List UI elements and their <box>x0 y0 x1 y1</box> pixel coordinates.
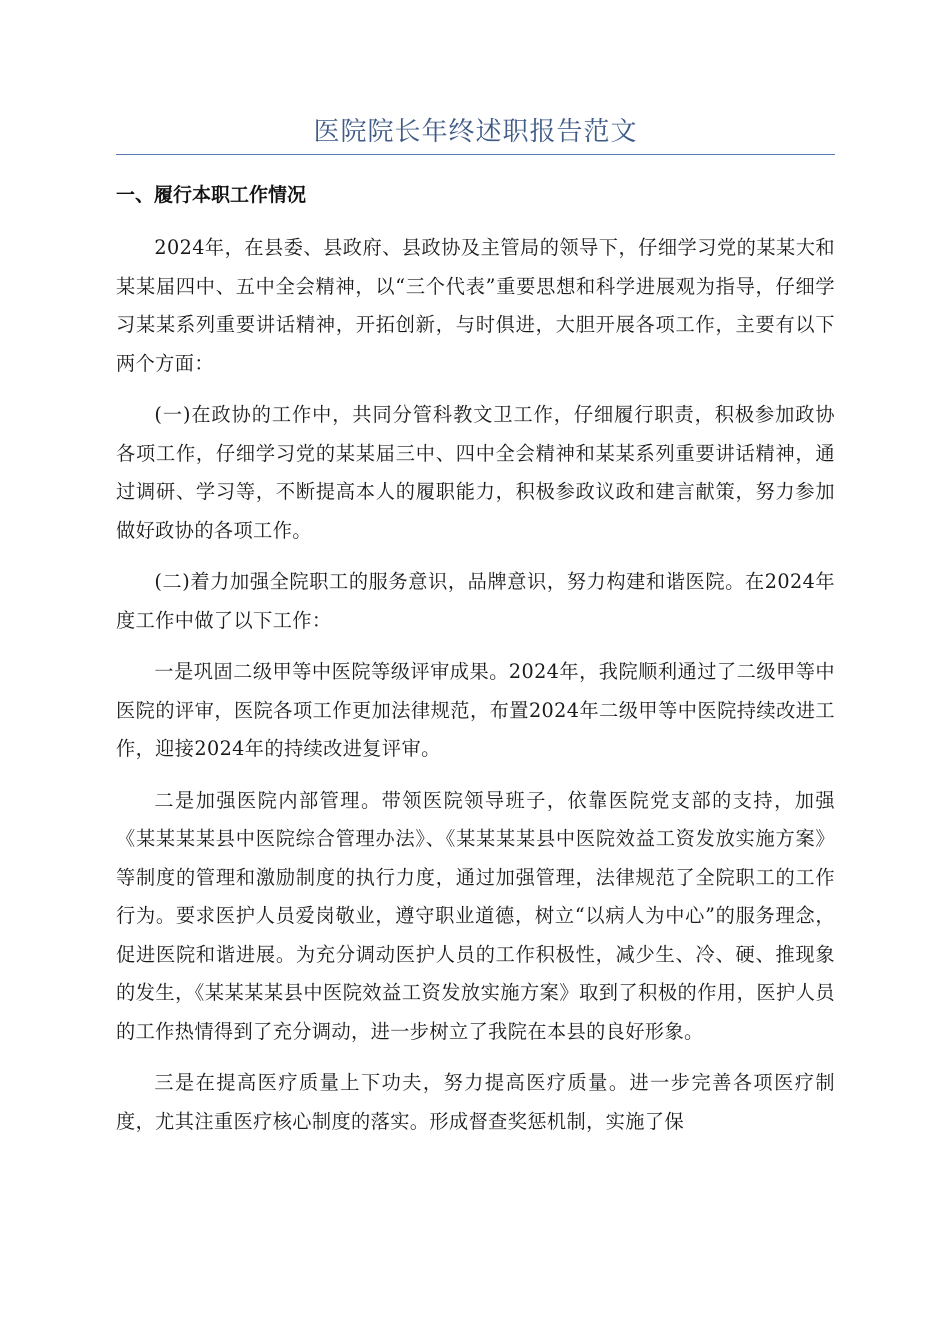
title-underline <box>116 154 835 155</box>
paragraph-point-1: 一是巩固二级甲等中医院等级评审成果。2024年，我院顺利通过了二级甲等中医院的评审，医院各项工作更加法律规范，布置2024年二级甲等中医院持续改进工作，迎接2024年的持续改进复评审。 <box>116 660 835 760</box>
paragraph-item-2: (二)着力加强全院职工的服务意识，品牌意识，努力构建和谐医院。在2024年度工作中做了以下工作： <box>116 570 835 632</box>
paragraph-point-2: 二是加强医院内部管理。带领医院领导班子，依靠医院党支部的支持，加强《某某某某县中医院综合管理办法》、《某某某某县中医院效益工资发放实施方案》等制度的管理和激励制度的执行力度，通过加强管理，法律规范了全院职工的工作行为。要求医护人员爱岗敬业，遵守职业道德，树立“以病人为中心”的服务理念，促进医院和谐进展。为充分调动医护人员的工作积极性，减少生、冷、硬、推现象的发生，《某某某某县中医院效益工资发放实施方案》取到了积极的作用，医护人员的工作热情得到了充分调动，进一步树立了我院在本县的良好形象。 <box>116 788 835 1043</box>
body-text <box>116 229 835 1154</box>
document-title: 医院院长年终述职报告范文 <box>313 117 638 147</box>
paragraph-intro: 2024年，在县委、县政府、县政协及主管局的领导下，仔细学习党的某某大和某某届四中、五中全会精神，以“三个代表”重要思想和科学进展观为指导，仔细学习某某系列重要讲话精神，开拓创新，与时俱进，大胆开展各项工作，主要有以下两个方面： <box>116 236 835 375</box>
paragraph-item-1: (一)在政协的工作中，共同分管科教文卫工作，仔细履行职责，积极参加政协各项工作，仔细学习党的某某届三中、四中全会精神和某某系列重要讲话精神，通过调研、学习等，不断提高本人的履职能力，积极参政议政和建言献策，努力参加做好政协的各项工作。 <box>116 403 835 542</box>
paragraph-point-3: 三是在提高医疗质量上下功夫，努力提高医疗质量。进一步完善各项医疗制度，尤其注重医疗核心制度的落实。形成督查奖惩机制，实施了保 <box>116 1071 835 1133</box>
section-heading: 一、履行本职工作情况 <box>116 184 307 206</box>
